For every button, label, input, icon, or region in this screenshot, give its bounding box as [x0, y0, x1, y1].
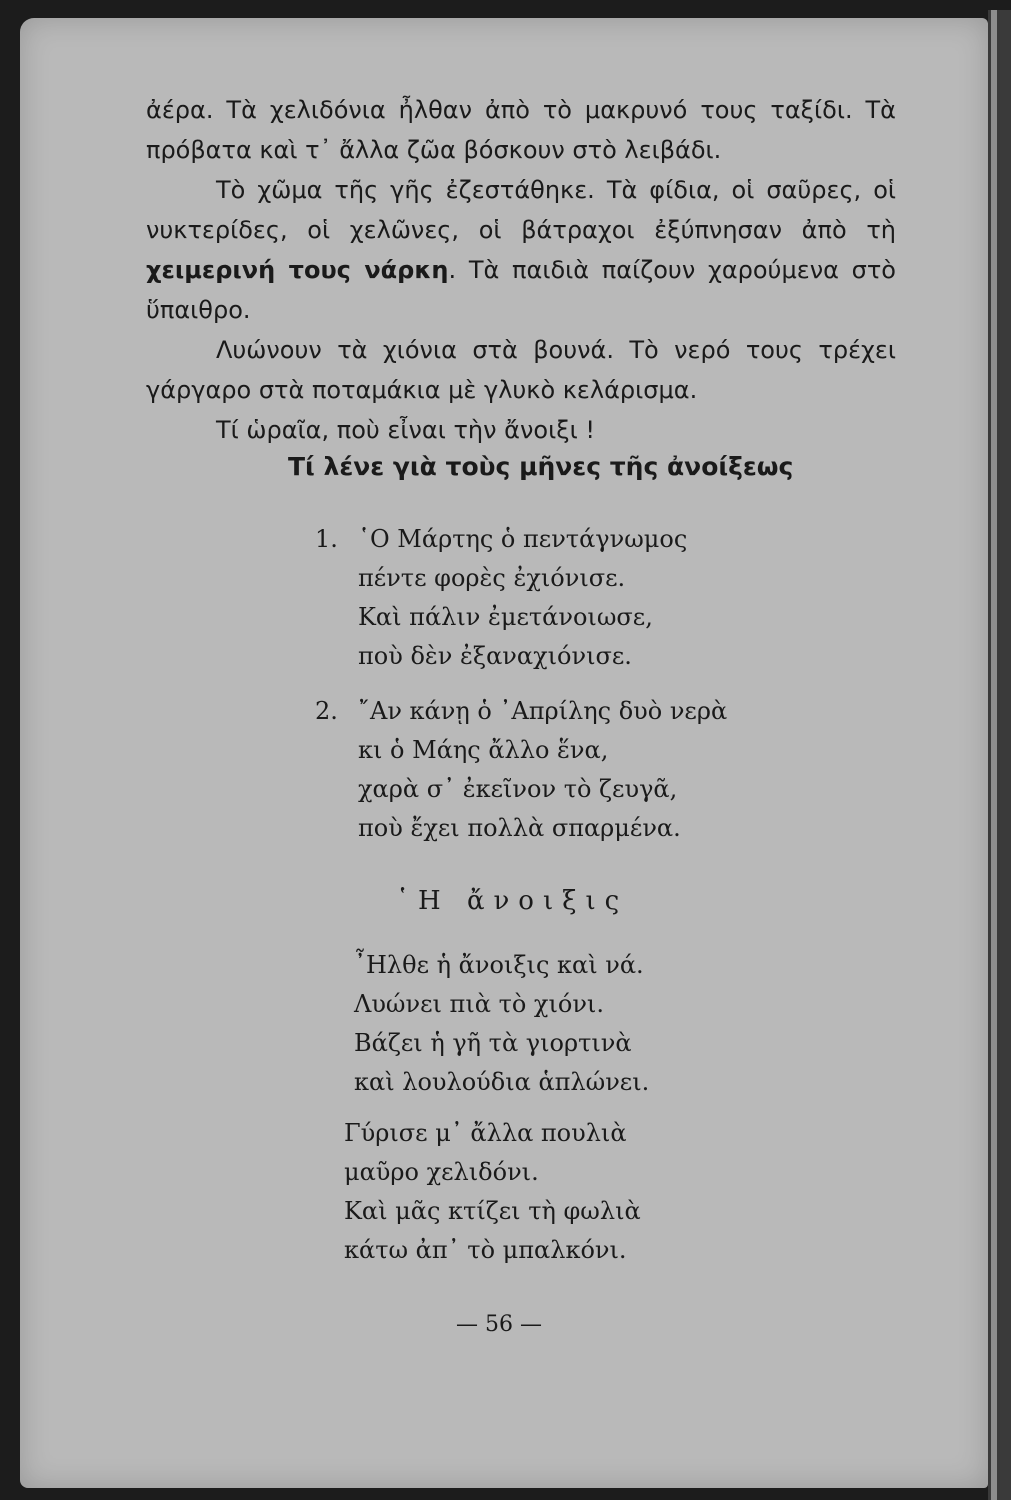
verse-line: πέντε φορὲς ἐχιόνισε. — [358, 564, 626, 592]
poem-line: καὶ λουλούδια ἁπλώνει. — [354, 1068, 650, 1096]
poem-line: Λυώνει πιὰ τὸ χιόνι. — [354, 990, 604, 1018]
poem-line: μαῦρο χελιδόνι. — [344, 1158, 539, 1186]
page-number: — 56 — — [456, 1312, 542, 1337]
page-edge-strip — [991, 10, 997, 1500]
verse-1 — [315, 520, 688, 676]
page-edge — [988, 10, 1011, 1500]
verse-line: ποὺ ἔχει πολλὰ σπαρμένα. — [358, 814, 681, 842]
paragraph-4: Τί ὡραῖα, ποὺ εἶναι τὴν ἄνοιξι ! — [216, 416, 595, 444]
paragraph-2-end: . Τὰ παιδιὰ παίζουν χαρούμενα στὸ ὕπαιθρο. — [146, 256, 896, 324]
verse-line: ποὺ δὲν ἐξαναχιόνισε. — [358, 642, 632, 670]
prose-text — [146, 90, 896, 450]
poem-line: Γύρισε μ᾿ ἄλλα πουλιὰ — [344, 1119, 627, 1147]
section-1-title: Τί λένε γιὰ τοὺς μῆνες τῆς ἀνοίξεως — [288, 452, 794, 481]
poem-stanza-2 — [344, 1114, 641, 1270]
verse-line: Καὶ πάλιν ἐμετάνοιωσε, — [358, 603, 653, 631]
verse-2-number: 2. — [315, 697, 338, 725]
paragraph-2-bold: χειμερινή τους νάρκη — [146, 256, 449, 284]
poem-stanza-1 — [354, 946, 649, 1102]
paragraph-3: Λυώνουν τὰ χιόνια στὰ βουνά. Τὸ νερό τους τρέχει γάργαρο στὰ ποταμάκια μὲ γλυκὸ κελάρισμα. — [146, 336, 896, 404]
verse-1-number: 1. — [315, 525, 338, 553]
verse-line: κι ὁ Μάης ἄλλο ἕνα, — [358, 736, 609, 764]
verse-line: ῾Ο Μάρτης ὁ πεντάγνωμος — [358, 525, 688, 553]
poem-line: ῏Ηλθε ἡ ἄνοιξις καὶ νά. — [354, 951, 644, 979]
paragraph-2 — [146, 170, 896, 330]
verse-2 — [315, 692, 728, 848]
poem-line: Καὶ μᾶς κτίζει τὴ φωλιὰ — [344, 1197, 641, 1225]
paragraph-2-start: Τὸ χῶμα τῆς γῆς ἐζεστάθηκε. Τὰ φίδια, οἱ σαῦρες, οἱ νυκτερίδες, οἱ χελῶνες, οἱ βάτραχοι ἐξύπνησαν ἀπὸ τὴ — [146, 176, 896, 244]
paragraph-1: ἀέρα. Τὰ χελιδόνια ἦλθαν ἀπὸ τὸ μακρυνό τους ταξίδι. Τὰ πρόβατα καὶ τ᾿ ἄλλα ζῶα βόσκουν στὸ λειβάδι. — [146, 96, 896, 164]
verse-line: χαρὰ σ᾿ ἐκεῖνον τὸ ζευγᾶ, — [358, 775, 678, 803]
poem-line: Βάζει ἡ γῆ τὰ γιορτινὰ — [354, 1029, 632, 1057]
poem-line: κάτω ἀπ᾿ τὸ μπαλκόνι. — [344, 1236, 627, 1264]
section-2-title: ῾Η ἄνοιξις — [396, 886, 629, 916]
verse-line: ῎Αν κάνῃ ὁ ᾿Απρίλης δυὸ νερὰ — [358, 697, 728, 725]
